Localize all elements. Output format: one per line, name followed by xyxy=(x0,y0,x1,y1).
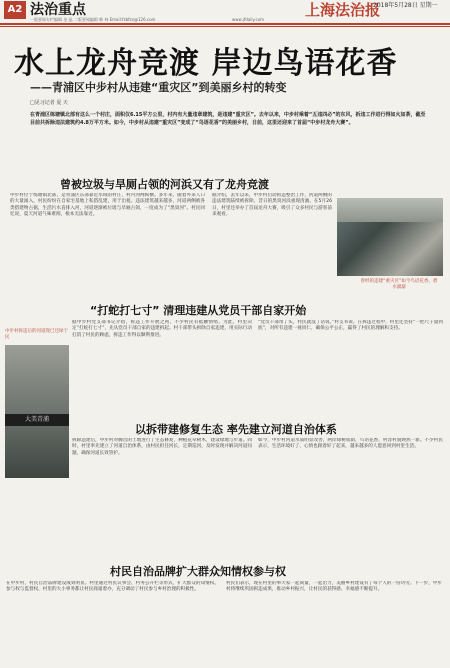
section-3-text-left: 拆除违建后，中步村对腾出的土地进行了生态修复，种植花草树木，建设绿地与步道。同时，村里率先建立了河道自治体系，由村民担任河长，定期巡河，及时发现并解决河道问题，确保河道长效管护。 xyxy=(72,438,252,456)
photo-sky xyxy=(337,198,443,222)
page-headline: 水上龙舟竞渡 岸边鸟语花香 xyxy=(14,46,398,81)
lead-paragraph: 在青浦区练塘镇北部有这么一个村庄，面积仅6.15平方公里，村内有大量违章建筑，是违建“重灾区”。去年以来，中步村乘着“五违四必”的东风，拆违工作进行得如火如荼，截至目前共拆除违法建筑约4.8万平方米。如今，中步村从违建“重灾区”变成了“鸟语花香”的美丽乡村，日前，这里还迎来了首届“中步村龙舟大赛”。 xyxy=(30,112,426,126)
section-3-text-right: 如今，中步村河道水质明显改善，两岸绿树成荫，鸟语花香，村容村貌焕然一新。不少村民表示，生活环境好了，心情也跟着好了起来，越来越多的人愿意回到村里生活。 xyxy=(258,438,443,450)
section-3-title: 以拆带建修复生态 率先建立河道自治体系 xyxy=(135,423,337,436)
masthead-rule-thin xyxy=(0,26,450,27)
section-2-text-left: 据中步村党支部书记介绍，拆违工作开展之初，不少村民有抵触情绪。为此，村里决定“打蛇打七寸”，先从党员干部自家的违建拆起。村干部带头拆除自家违建，用实际行动打消了村民的顾虑，拆违工作得以顺利推进。 xyxy=(72,320,252,338)
section-1-text-left: 中步村位于练塘镇北部，是青浦区东部靠近水域的村庄，村内河网纵横。多年来，随着外来人口的大量涌入，村民纷纷在自家宅基地上私搭乱建，用于出租。违法建筑越来越多，河道两侧被各类搭建物占据，生活污水直排入河，河道逐渐被垃圾与旱厕占领，一度成为了“黑臭河”。村民回忆说，夏天河道气味难闻，根本无法靠近。 xyxy=(10,193,205,218)
section-title: 法治重点 xyxy=(30,2,86,18)
byline: □见习记者 夏 天 xyxy=(30,100,68,106)
masthead-rule xyxy=(0,23,450,25)
river-photo xyxy=(5,345,69,478)
photo-banner: 大美青浦 xyxy=(5,414,69,426)
section-4-text-right: 村民们表示，现在村里的事大家一起商量，一起出力，美丽乡村建设有了每个人的一份功劳。下一步，中步村将继续巩固拆违成果，推动乡村振兴，让村民的获得感、幸福感不断提升。 xyxy=(226,581,442,593)
section-2-title: “打蛇打七寸” 清理违建从党员干部自家开始 xyxy=(90,304,307,317)
sub-headline: ——青浦区中步村从违建“重灾区”到美丽乡村的转变 xyxy=(30,81,287,94)
paper-logo: 上海法治报 xyxy=(305,1,381,19)
editor-info: 一版要闻专栏编辑 金 晶 二版要闻编辑 韩 林 Email:fzbfzx@126.com xyxy=(30,17,156,22)
section-4-title: 村民自治品牌扩大群众知情权参与权 xyxy=(110,565,286,578)
section-4-text-left: 在中步村，村民自治品牌建设成效明显。村里通过村民议事会、村务公开栏等形式，扩大群众的知情权、参与权与监督权，村里的大小事务都让村民商量着办，充分调动了村民参与乡村治理的积极性。 xyxy=(6,581,219,593)
website-url[interactable]: www.jfdaily.com xyxy=(232,17,265,22)
issue-date: 2018年5月28日 星期一 xyxy=(373,2,438,9)
photo-caption-1: 曾经的违建“重灾区”如今鸟语花香、碧水潺潺 xyxy=(360,279,438,290)
section-1-text-right: 据介绍，去年以来，中步村启动拆违整治工作，河道两侧的违法建筑陆续被拆除，昔日的黑臭河浜重现清澈。在5月26日，村里还举办了首届龙舟大赛，吸引了众多村民与游客前来观看。 xyxy=(212,193,332,218)
section-2-text-right: “党员干部带了头，村民就没了话说。”村支书说。在拆违过程中，村里还坚持“一把尺子量到底”，对所有违建一视同仁，确保公平公正，赢得了村民的理解和支持。 xyxy=(258,320,443,332)
page-number: A2 xyxy=(4,1,26,19)
photo-caption-2: 中步村拆违后的河道现已还绿于民 xyxy=(5,329,68,340)
section-1-title: 曾被垃圾与旱厕占领的河浜又有了龙舟竞渡 xyxy=(60,178,269,191)
